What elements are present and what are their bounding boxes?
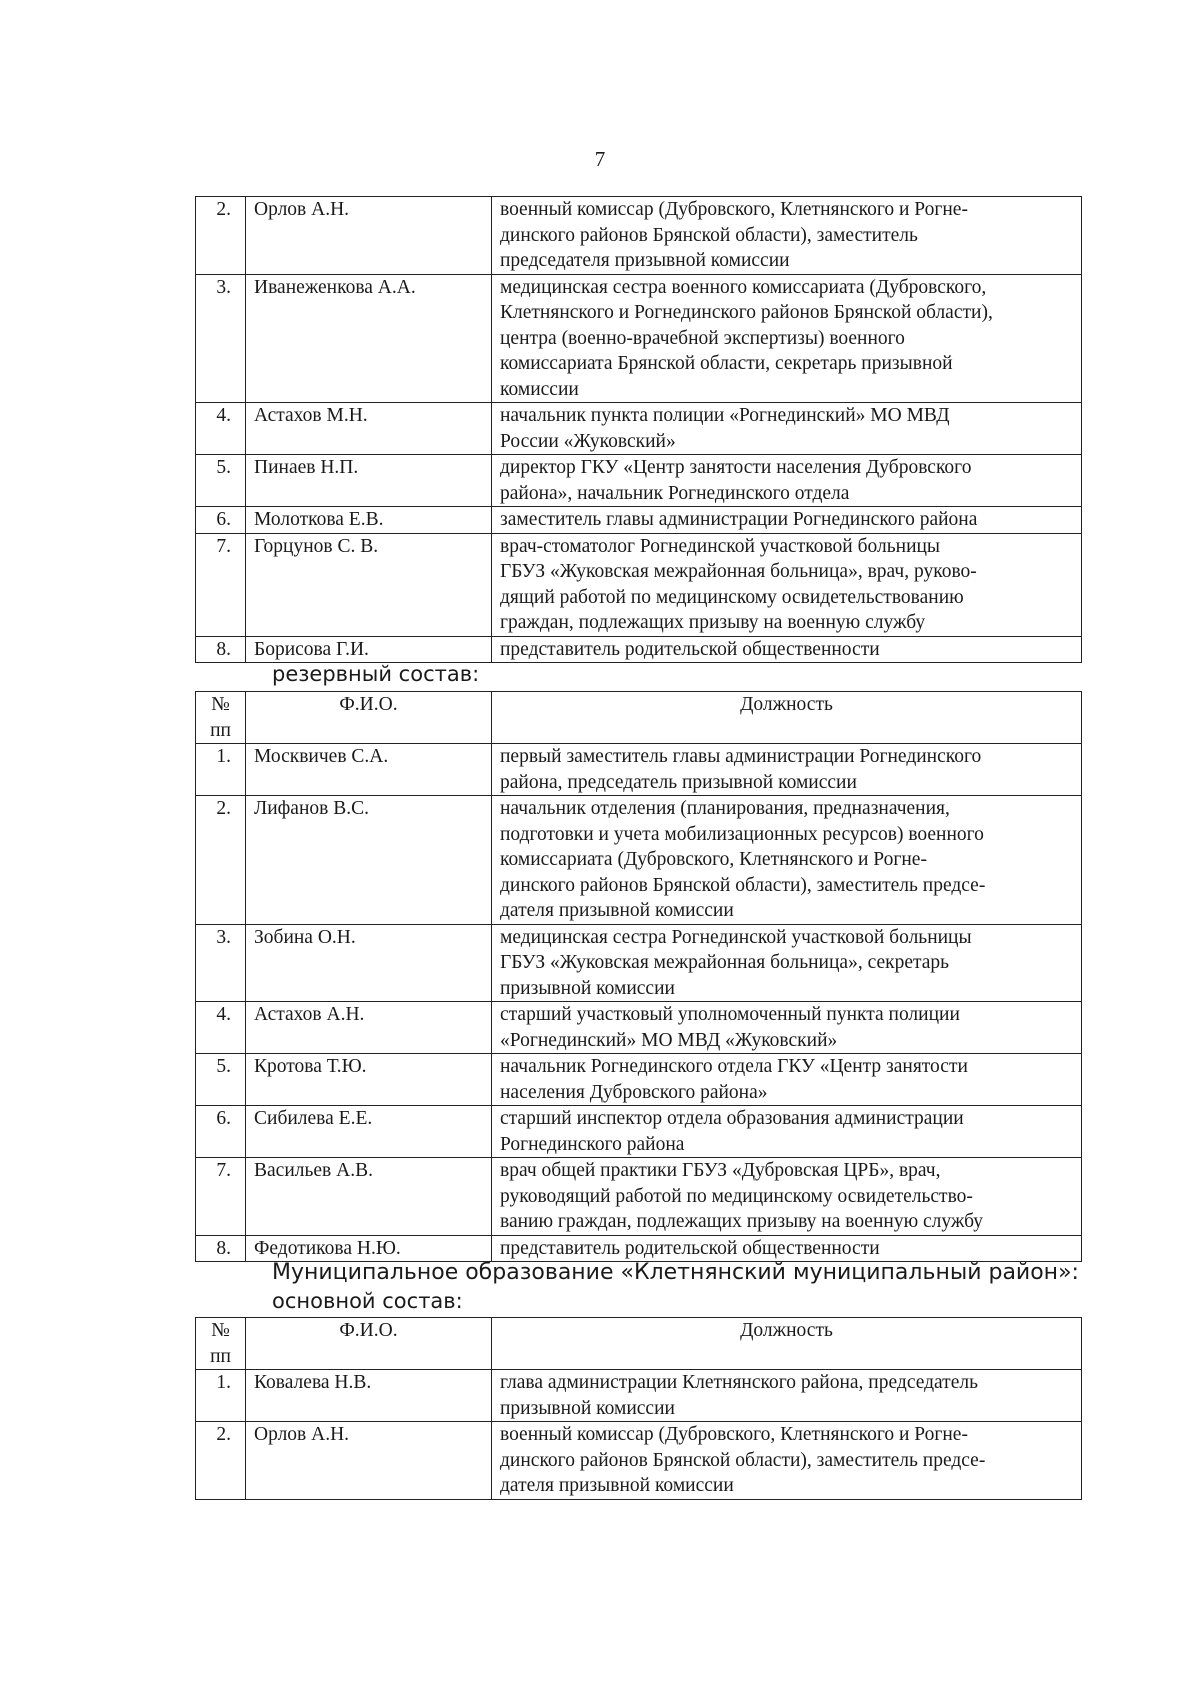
cell-full-name: Ковалева Н.В. (246, 1370, 492, 1422)
table-row (196, 1422, 1082, 1500)
cell-position: первый заместитель главы администрации Рогнединского района, председатель призывной комиссии (492, 744, 1082, 796)
cell-number: 5. (196, 455, 246, 507)
cell-number: 2. (196, 796, 246, 925)
kletnya-main-composition-table (195, 1317, 1082, 1500)
cell-position: медицинская сестра Рогнединской участковой больницы ГБУЗ «Жуковская межрайонная больница», секретарь призывной комиссии (492, 924, 1082, 1002)
cell-number: 7. (196, 1158, 246, 1236)
cell-full-name: Астахов М.Н. (246, 403, 492, 455)
table-row (196, 1158, 1082, 1236)
table-row (196, 636, 1082, 663)
table-row (196, 1002, 1082, 1054)
table-header-row (196, 1318, 1082, 1370)
table-row (196, 533, 1082, 636)
cell-position: начальник Рогнединского отдела ГКУ «Центр занятости населения Дубровского района» (492, 1054, 1082, 1106)
table-row (196, 1106, 1082, 1158)
header-position: Должность (492, 692, 1082, 744)
cell-full-name: Москвичев С.А. (246, 744, 492, 796)
main-composition-table-continued (195, 196, 1082, 663)
header-full-name: Ф.И.О. (246, 1318, 492, 1370)
table-body (196, 1370, 1082, 1500)
cell-full-name: Орлов А.Н. (246, 1422, 492, 1500)
cell-position: начальник отделения (планирования, предназначения, подготовки и учета мобилизационных ресурсов) военного комиссариата (Дубровского, Клетнянского и Рогне- динского районов Брянской области), заместитель предсе- дателя призывной комиссии (492, 796, 1082, 925)
cell-position: глава администрации Клетнянского района, председатель призывной комиссии (492, 1370, 1082, 1422)
header-full-name: Ф.И.О. (246, 692, 492, 744)
cell-position: военный комиссар (Дубровского, Клетнянского и Рогне- динского районов Брянской области), заместитель председателя призывной комиссии (492, 197, 1082, 275)
cell-full-name: Молоткова Е.В. (246, 507, 492, 534)
cell-position: представитель родительской общественности (492, 636, 1082, 663)
cell-full-name: Иванеженкова А.А. (246, 274, 492, 403)
table-row (196, 274, 1082, 403)
cell-full-name: Сибилева Е.Е. (246, 1106, 492, 1158)
municipality-heading: Муниципальное образование «Клетнянский муниципальный район»: (272, 1260, 1079, 1285)
main-composition-heading: основной состав: (272, 1289, 463, 1313)
cell-full-name: Орлов А.Н. (246, 197, 492, 275)
cell-position: врач общей практики ГБУЗ «Дубровская ЦРБ», врач, руководящий работой по медицинскому освидетельство- ванию граждан, подлежащих призыву на военную службу (492, 1158, 1082, 1236)
cell-number: 8. (196, 1235, 246, 1262)
cell-number: 6. (196, 507, 246, 534)
table-body (196, 744, 1082, 1262)
cell-position: заместитель главы администрации Рогнединского района (492, 507, 1082, 534)
cell-full-name: Кротова Т.Ю. (246, 1054, 492, 1106)
cell-full-name: Зобина О.Н. (246, 924, 492, 1002)
cell-number: 2. (196, 1422, 246, 1500)
cell-position: директор ГКУ «Центр занятости населения Дубровского района», начальник Рогнединского отдела (492, 455, 1082, 507)
cell-number: 5. (196, 1054, 246, 1106)
cell-full-name: Астахов А.Н. (246, 1002, 492, 1054)
cell-position: старший участковый уполномоченный пункта полиции «Рогнединский» МО МВД «Жуковский» (492, 1002, 1082, 1054)
table-row (196, 1054, 1082, 1106)
reserve-composition-heading: резервный состав: (272, 662, 480, 686)
cell-full-name: Горцунов С. В. (246, 533, 492, 636)
table-row (196, 796, 1082, 925)
cell-position: представитель родительской общественности (492, 1235, 1082, 1262)
cell-number: 1. (196, 1370, 246, 1422)
cell-full-name: Пинаев Н.П. (246, 455, 492, 507)
table-header-row (196, 692, 1082, 744)
cell-position: военный комиссар (Дубровского, Клетнянского и Рогне- динского районов Брянской области), заместитель предсе- дателя призывной комиссии (492, 1422, 1082, 1500)
table-row (196, 924, 1082, 1002)
table-row (196, 403, 1082, 455)
cell-number: 6. (196, 1106, 246, 1158)
header-number: № пп (196, 1318, 246, 1370)
table-row (196, 455, 1082, 507)
cell-number: 7. (196, 533, 246, 636)
document-page (50, 47, 1150, 1647)
table-row (196, 197, 1082, 275)
header-number: № пп (196, 692, 246, 744)
table-row (196, 507, 1082, 534)
cell-position: старший инспектор отдела образования администрации Рогнединского района (492, 1106, 1082, 1158)
cell-full-name: Лифанов В.С. (246, 796, 492, 925)
cell-full-name: Васильев А.В. (246, 1158, 492, 1236)
cell-number: 4. (196, 1002, 246, 1054)
table-row (196, 744, 1082, 796)
cell-full-name: Федотикова Н.Ю. (246, 1235, 492, 1262)
cell-number: 8. (196, 636, 246, 663)
cell-full-name: Борисова Г.И. (246, 636, 492, 663)
cell-number: 3. (196, 274, 246, 403)
table-body (196, 197, 1082, 663)
page-number: 7 (594, 147, 606, 171)
cell-number: 1. (196, 744, 246, 796)
cell-position: медицинская сестра военного комиссариата (Дубровского, Клетнянского и Рогнединского районов Брянской области), центра (военно-врачебной экспертизы) военного комиссариата Брянской области, секретарь призывной комиссии (492, 274, 1082, 403)
cell-number: 2. (196, 197, 246, 275)
cell-number: 3. (196, 924, 246, 1002)
cell-position: врач-стоматолог Рогнединской участковой больницы ГБУЗ «Жуковская межрайонная больница», врач, руково- дящий работой по медицинскому освидетельствованию граждан, подлежащих призыву на военную службу (492, 533, 1082, 636)
cell-number: 4. (196, 403, 246, 455)
header-position: Должность (492, 1318, 1082, 1370)
cell-position: начальник пункта полиции «Рогнединский» МО МВД России «Жуковский» (492, 403, 1082, 455)
table-row (196, 1235, 1082, 1262)
table-row (196, 1370, 1082, 1422)
reserve-composition-table (195, 691, 1082, 1262)
